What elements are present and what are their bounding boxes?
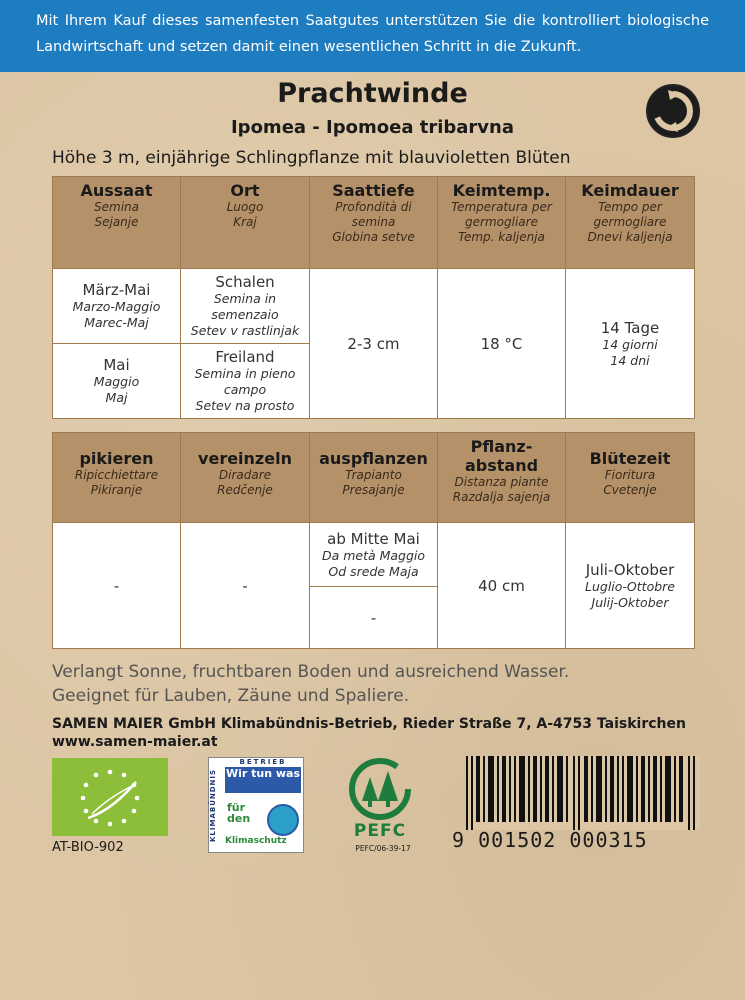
barcode-number: 9 001502 000315	[452, 828, 648, 852]
company-address: SAMEN MAIER GmbH Klimabündnis-Betrieb, Rieder Straße 7, A-4753 Taiskirchen	[52, 716, 686, 732]
cell-keimtemp: 18 °C	[438, 269, 566, 419]
plant-description: Höhe 3 m, einjährige Schlingpflanze mit blauvioletten Blüten	[52, 148, 571, 168]
care-note-line-1: Verlangt Sonne, fruchtbaren Boden und ausreichend Wasser.	[52, 662, 570, 682]
pefc-label: PEFC	[353, 821, 407, 841]
pefc-code: PEFC/06-39-17	[355, 844, 411, 853]
plant-title: Prachtwinde	[277, 78, 468, 109]
cell-aussaat-2: Mai Maggio Maj	[53, 344, 181, 419]
klima-top-label: BETRIEB	[239, 758, 287, 766]
cell-vereinzeln: -	[181, 523, 310, 649]
care-note-line-2: Geeignet für Lauben, Zäune und Spaliere.	[52, 686, 410, 706]
klima-side-label: KLIMABÜNDNIS	[209, 768, 217, 842]
cell-saattiefe: 2-3 cm	[310, 269, 438, 419]
klima-claim: für den	[227, 801, 251, 825]
cell-auspflanzen-2: -	[310, 587, 438, 649]
klimabuendnis-logo	[208, 757, 304, 853]
cell-pikieren: -	[53, 523, 181, 649]
company-website: www.samen-maier.at	[52, 734, 218, 750]
cell-ort-1: Schalen Semina in semenzaio Setev v rastlinjak	[181, 269, 310, 344]
ean-barcode	[466, 756, 700, 830]
cell-keimdauer: 14 Tage 14 giorni 14 dni	[566, 269, 695, 419]
care-notes	[52, 660, 697, 708]
globe-icon	[267, 804, 299, 836]
header-bluetezeit: Blütezeit Fioritura Cvetenje	[566, 433, 695, 523]
sowing-table	[52, 176, 695, 419]
cell-aussaat-1: März-Mai Marzo-Maggio Marec-Maj	[53, 269, 181, 344]
header-keimdauer: Keimdauer Tempo per germogliare Dnevi kaljenja	[566, 177, 695, 269]
cell-bluetezeit: Juli-Oktober Luglio-Ottobre Julij-Oktober	[566, 523, 695, 649]
cell-ort-2: Freiland Semina in pieno campo Setev na prosto	[181, 344, 310, 419]
cell-pflanzabstand: 40 cm	[438, 523, 566, 649]
green-dot-recycle-icon	[646, 84, 700, 138]
header-ort: Ort Luogo Kraj	[181, 177, 310, 269]
planting-table	[52, 432, 695, 649]
header-pflanzabstand: Pflanz- abstand Distanza piante Razdalja sajenja	[438, 433, 566, 523]
header-aussaat: Aussaat Semina Sejanje	[53, 177, 181, 269]
organic-info-banner: Mit Ihrem Kauf dieses samenfesten Saatgutes unterstützen Sie die kontrolliert biologische Landwirtschaft und setzen damit einen wesentlichen Schritt in die Zukunft.	[0, 0, 745, 72]
botanical-name: Ipomea - Ipomoea tribarvna	[230, 117, 514, 138]
header-saattiefe: Saattiefe Profondità di semina Globina setve	[310, 177, 438, 269]
header-auspflanzen: auspflanzen Trapianto Presajanje	[310, 433, 438, 523]
organic-control-code: AT-BIO-902	[52, 840, 124, 855]
klima-banner-label: Wir tun was	[225, 767, 301, 793]
header-pikieren: pikieren Ripicchiettare Pikiranje	[53, 433, 181, 523]
cell-auspflanzen-1: ab Mitte Mai Da metà Maggio Od srede Maja	[310, 523, 438, 587]
klima-claim-word: Klimaschutz	[225, 836, 287, 846]
header-keimtemp: Keimtemp. Temperatura per germogliare Temp. kaljenja	[438, 177, 566, 269]
eu-organic-leaf-icon	[52, 758, 168, 836]
pefc-tree-icon	[336, 757, 426, 857]
header-vereinzeln: vereinzeln Diradare Redčenje	[181, 433, 310, 523]
